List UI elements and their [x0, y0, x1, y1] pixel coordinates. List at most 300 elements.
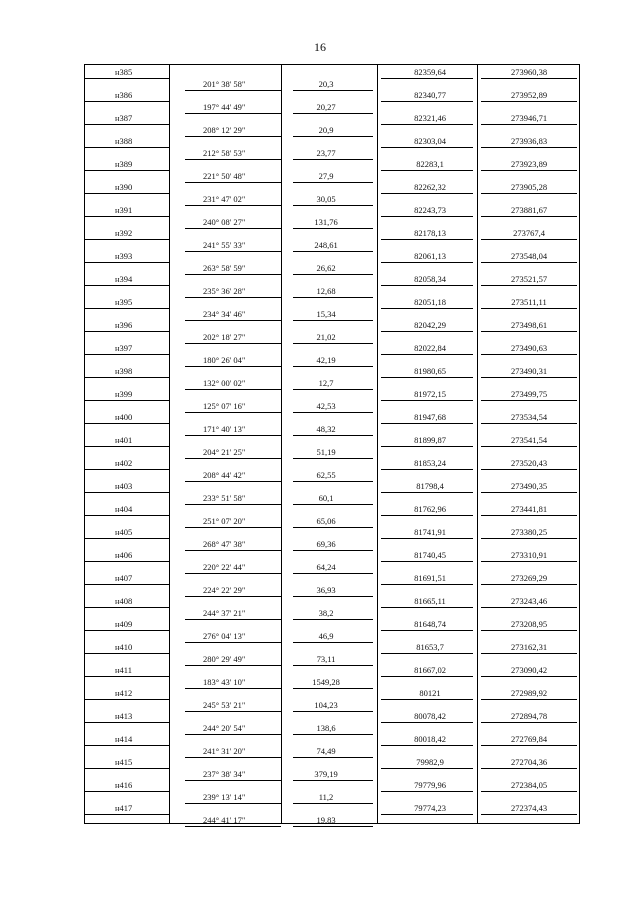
coordinate-x: 81740,45	[414, 550, 446, 560]
row-divider	[185, 803, 281, 804]
direction-angle: 183° 43' 10"	[203, 676, 246, 687]
row-divider	[293, 228, 373, 229]
coordinate-y: 272989,92	[510, 688, 548, 698]
direction-angle: 231° 47' 02"	[203, 193, 246, 204]
row-divider	[185, 642, 281, 643]
row-divider	[185, 228, 281, 229]
row-divider	[185, 504, 281, 505]
row-divider	[185, 527, 281, 528]
row-divider	[185, 366, 281, 367]
row-divider	[85, 768, 169, 769]
point-id: н410	[115, 642, 133, 652]
row-divider	[185, 343, 281, 344]
coordinate-y: 273380,25	[510, 527, 548, 537]
row-divider	[481, 768, 577, 769]
segment-length: 11,2	[318, 791, 334, 802]
row-divider	[381, 101, 473, 102]
row-divider	[85, 653, 169, 654]
row-divider	[293, 619, 373, 620]
coordinate-x: 81972,15	[414, 389, 446, 399]
row-divider	[85, 78, 169, 79]
coordinate-y: 273946,71	[510, 113, 548, 123]
row-divider	[85, 492, 169, 493]
direction-angle: 241° 55' 33"	[203, 239, 246, 250]
row-divider	[481, 262, 577, 263]
segment-length: 60,1	[318, 492, 334, 503]
point-id: н394	[115, 274, 133, 284]
row-divider	[481, 308, 577, 309]
row-divider	[381, 354, 473, 355]
row-divider	[85, 170, 169, 171]
row-divider	[185, 90, 281, 91]
coordinate-y: 272769,84	[510, 734, 548, 744]
direction-angle: 220° 22' 44"	[203, 561, 246, 572]
point-id: н417	[115, 803, 133, 813]
row-divider	[381, 561, 473, 562]
segment-length: 20,27	[316, 101, 336, 112]
segment-length: 104,23	[314, 699, 338, 710]
segment-length: 20,9	[318, 124, 334, 135]
coordinate-x: 81691,51	[414, 573, 446, 583]
coordinate-x: 81741,91	[414, 527, 446, 537]
row-divider	[85, 239, 169, 240]
row-divider	[481, 331, 577, 332]
point-id: н388	[115, 136, 133, 146]
column-divider	[169, 65, 170, 823]
coordinate-x: 82340,77	[414, 90, 446, 100]
coordinate-y: 273269,29	[510, 573, 548, 583]
coordinate-y: 273881,67	[510, 205, 548, 215]
row-divider	[381, 400, 473, 401]
point-id: н398	[115, 366, 133, 376]
coordinate-y: 273490,31	[510, 366, 548, 376]
direction-angle: 280° 29' 49"	[203, 653, 246, 664]
row-divider	[293, 826, 373, 827]
coordinate-y: 273310,91	[510, 550, 548, 560]
row-divider	[85, 285, 169, 286]
row-divider	[185, 159, 281, 160]
row-divider	[481, 745, 577, 746]
row-divider	[85, 561, 169, 562]
direction-angle: 237° 38' 34"	[203, 768, 246, 779]
coordinate-x: 81899,87	[414, 435, 446, 445]
row-divider	[293, 412, 373, 413]
row-divider	[381, 285, 473, 286]
row-divider	[293, 343, 373, 344]
segment-length: 46,9	[318, 630, 334, 641]
coordinate-y: 273960,38	[510, 67, 548, 77]
segment-length: 30,05	[316, 193, 336, 204]
row-divider	[481, 515, 577, 516]
point-id: н399	[115, 389, 133, 399]
direction-angle: 224° 22' 29"	[203, 584, 246, 595]
coordinate-y: 273905,28	[510, 182, 548, 192]
row-divider	[381, 239, 473, 240]
row-divider	[185, 688, 281, 689]
point-id: н391	[115, 205, 133, 215]
segment-length: 48,32	[316, 423, 336, 434]
coordinate-y: 273208,95	[510, 619, 548, 629]
row-divider	[381, 377, 473, 378]
row-divider	[381, 262, 473, 263]
segment-length: 42,53	[316, 400, 336, 411]
row-divider	[293, 665, 373, 666]
segment-length: 69,36	[316, 538, 336, 549]
row-divider	[185, 780, 281, 781]
row-divider	[185, 412, 281, 413]
coordinate-x: 82051,18	[414, 297, 446, 307]
row-divider	[85, 193, 169, 194]
row-divider	[185, 826, 281, 827]
segment-length: 12,7	[318, 377, 334, 388]
point-id: н407	[115, 573, 133, 583]
row-divider	[381, 722, 473, 723]
segment-length: 42,19	[316, 354, 336, 365]
point-id: н393	[115, 251, 133, 261]
segment-length: 65,06	[316, 515, 336, 526]
row-divider	[85, 515, 169, 516]
direction-angle: 208° 44' 42"	[203, 469, 246, 480]
row-divider	[381, 630, 473, 631]
direction-angle: 241° 31' 20"	[203, 745, 246, 756]
row-divider	[381, 331, 473, 332]
coordinate-y: 273534,54	[510, 412, 548, 422]
row-divider	[481, 285, 577, 286]
coordinate-y: 272374,43	[510, 803, 548, 813]
row-divider	[481, 423, 577, 424]
coordinate-x: 82042,29	[414, 320, 446, 330]
point-id: н408	[115, 596, 133, 606]
coordinate-x: 82283,1	[416, 159, 444, 169]
coordinate-y: 272384,05	[510, 780, 548, 790]
coordinate-y: 273441,81	[510, 504, 548, 514]
coordinate-x: 81653,7	[416, 642, 444, 652]
direction-angle: 197° 44' 49"	[203, 101, 246, 112]
row-divider	[481, 653, 577, 654]
row-divider	[293, 803, 373, 804]
coordinate-x: 79774,23	[414, 803, 446, 813]
direction-angle: 171° 40' 13"	[203, 423, 246, 434]
column-divider	[477, 65, 478, 823]
coordinate-y: 273090,42	[510, 665, 548, 675]
row-divider	[293, 274, 373, 275]
row-divider	[185, 320, 281, 321]
segment-length: 20,3	[318, 78, 334, 89]
coordinate-y: 273952,89	[510, 90, 548, 100]
coordinate-y: 272894,78	[510, 711, 548, 721]
row-divider	[293, 688, 373, 689]
row-divider	[481, 124, 577, 125]
row-divider	[481, 147, 577, 148]
row-divider	[481, 584, 577, 585]
direction-angle: 240° 08' 27"	[203, 216, 246, 227]
row-divider	[85, 262, 169, 263]
segment-length: 379,19	[314, 768, 338, 779]
coordinate-x: 82243,73	[414, 205, 446, 215]
row-divider	[293, 320, 373, 321]
direction-angle: 244° 20' 54"	[203, 722, 246, 733]
row-divider	[481, 170, 577, 171]
row-divider	[85, 814, 169, 815]
row-divider	[185, 389, 281, 390]
column-divider	[377, 65, 378, 823]
row-divider	[381, 216, 473, 217]
row-divider	[185, 251, 281, 252]
row-divider	[293, 550, 373, 551]
segment-length: 12,68	[316, 285, 336, 296]
row-divider	[381, 538, 473, 539]
row-divider	[381, 147, 473, 148]
row-divider	[381, 308, 473, 309]
row-divider	[293, 389, 373, 390]
row-divider	[381, 791, 473, 792]
row-divider	[85, 147, 169, 148]
row-divider	[85, 354, 169, 355]
direction-angle: 221° 50' 48"	[203, 170, 246, 181]
row-divider	[381, 423, 473, 424]
row-divider	[381, 699, 473, 700]
direction-angle: 268° 47' 38"	[203, 538, 246, 549]
row-divider	[381, 653, 473, 654]
point-id: н387	[115, 113, 133, 123]
row-divider	[185, 481, 281, 482]
row-divider	[85, 331, 169, 332]
coordinate-x: 81762,96	[414, 504, 446, 514]
segment-length: 21,02	[316, 331, 336, 342]
row-divider	[185, 550, 281, 551]
page-number: 16	[314, 40, 326, 54]
coordinate-x: 82061,13	[414, 251, 446, 261]
direction-angle: 244° 37' 21"	[203, 607, 246, 618]
coordinate-x: 80018,42	[414, 734, 446, 744]
segment-length: 19,83	[316, 814, 336, 825]
row-divider	[85, 538, 169, 539]
row-divider	[185, 619, 281, 620]
row-divider	[185, 757, 281, 758]
row-divider	[293, 504, 373, 505]
row-divider	[481, 216, 577, 217]
row-divider	[381, 170, 473, 171]
direction-angle: 202° 18' 27"	[203, 331, 246, 342]
segment-length: 1549,28	[312, 676, 340, 687]
coordinate-x: 80121	[419, 688, 441, 698]
point-id: н404	[115, 504, 133, 514]
row-divider	[85, 630, 169, 631]
coordinate-y: 273162,31	[510, 642, 548, 652]
row-divider	[85, 101, 169, 102]
point-id: н401	[115, 435, 133, 445]
direction-angle: 251° 07' 20"	[203, 515, 246, 526]
point-id: н413	[115, 711, 133, 721]
direction-angle: 180° 26' 04"	[203, 354, 246, 365]
point-id: н390	[115, 182, 133, 192]
row-divider	[481, 377, 577, 378]
row-divider	[481, 239, 577, 240]
coordinate-y: 273936,83	[510, 136, 548, 146]
row-divider	[293, 711, 373, 712]
point-id: н392	[115, 228, 133, 238]
row-divider	[85, 607, 169, 608]
row-divider	[85, 676, 169, 677]
direction-angle: 233° 51' 58"	[203, 492, 246, 503]
row-divider	[481, 469, 577, 470]
segment-length: 15,34	[316, 308, 336, 319]
coordinate-x: 81980,65	[414, 366, 446, 376]
coordinate-y: 273490,35	[510, 481, 548, 491]
coordinate-y: 273521,57	[510, 274, 548, 284]
row-divider	[185, 205, 281, 206]
row-divider	[381, 515, 473, 516]
row-divider	[85, 446, 169, 447]
coordinate-y: 273511,11	[511, 297, 547, 307]
row-divider	[481, 607, 577, 608]
row-divider	[481, 492, 577, 493]
row-divider	[481, 791, 577, 792]
row-divider	[185, 274, 281, 275]
direction-angle: 132° 00' 02"	[203, 377, 246, 388]
row-divider	[293, 113, 373, 114]
point-id: н385	[115, 67, 133, 77]
point-id: н414	[115, 734, 133, 744]
coordinates-table	[84, 64, 580, 824]
row-divider	[293, 481, 373, 482]
direction-angle: 263° 58' 59"	[203, 262, 246, 273]
point-id: н406	[115, 550, 133, 560]
coordinate-y: 273499,75	[510, 389, 548, 399]
direction-angle: 239° 13' 14"	[203, 791, 246, 802]
row-divider	[85, 377, 169, 378]
coordinate-x: 81665,11	[414, 596, 446, 606]
row-divider	[293, 136, 373, 137]
point-id: н416	[115, 780, 133, 790]
coordinate-x: 82359,64	[414, 67, 446, 77]
row-divider	[185, 297, 281, 298]
segment-length: 51,19	[316, 446, 336, 457]
point-id: н386	[115, 90, 133, 100]
row-divider	[481, 814, 577, 815]
coordinate-y: 273548,04	[510, 251, 548, 261]
row-divider	[85, 584, 169, 585]
direction-angle: 276° 04' 13"	[203, 630, 246, 641]
row-divider	[293, 159, 373, 160]
direction-angle: 245° 53' 21"	[203, 699, 246, 710]
direction-angle: 234° 34' 46"	[203, 308, 246, 319]
row-divider	[381, 124, 473, 125]
coordinate-x: 82058,34	[414, 274, 446, 284]
segment-length: 26,62	[316, 262, 336, 273]
segment-length: 74,49	[316, 745, 336, 756]
segment-length: 131,76	[314, 216, 338, 227]
row-divider	[381, 469, 473, 470]
row-divider	[293, 573, 373, 574]
coordinate-y: 272704,36	[510, 757, 548, 767]
row-divider	[293, 757, 373, 758]
point-id: н396	[115, 320, 133, 330]
coordinate-x: 82178,13	[414, 228, 446, 238]
row-divider	[185, 711, 281, 712]
row-divider	[293, 527, 373, 528]
point-id: н415	[115, 757, 133, 767]
point-id: н409	[115, 619, 133, 629]
row-divider	[85, 699, 169, 700]
row-divider	[185, 458, 281, 459]
row-divider	[185, 734, 281, 735]
segment-length: 248,61	[314, 239, 338, 250]
row-divider	[481, 676, 577, 677]
row-divider	[85, 400, 169, 401]
row-divider	[381, 492, 473, 493]
segment-length: 73,11	[316, 653, 336, 664]
row-divider	[381, 607, 473, 608]
row-divider	[381, 768, 473, 769]
segment-length: 38,2	[318, 607, 334, 618]
coordinate-x: 81947,68	[414, 412, 446, 422]
direction-angle: 212° 58' 53"	[203, 147, 246, 158]
row-divider	[185, 182, 281, 183]
segment-length: 64,24	[316, 561, 336, 572]
row-divider	[185, 573, 281, 574]
point-id: н403	[115, 481, 133, 491]
direction-angle: 204° 21' 25"	[203, 446, 246, 457]
point-id: н400	[115, 412, 133, 422]
coordinate-x: 82022,84	[414, 343, 446, 353]
point-id: н389	[115, 159, 133, 169]
row-divider	[293, 596, 373, 597]
direction-angle: 235° 36' 28"	[203, 285, 246, 296]
row-divider	[381, 446, 473, 447]
row-divider	[381, 814, 473, 815]
row-divider	[481, 630, 577, 631]
row-divider	[293, 642, 373, 643]
coordinate-x: 82321,46	[414, 113, 446, 123]
row-divider	[185, 665, 281, 666]
row-divider	[381, 745, 473, 746]
coordinate-y: 273520,43	[510, 458, 548, 468]
point-id: н411	[115, 665, 132, 675]
direction-angle: 125° 07' 16"	[203, 400, 246, 411]
row-divider	[85, 423, 169, 424]
coordinate-x: 79779,96	[414, 780, 446, 790]
segment-length: 23,77	[316, 147, 336, 158]
row-divider	[185, 435, 281, 436]
direction-angle: 244° 41' 17"	[203, 814, 246, 825]
coordinate-x: 81648,74	[414, 619, 446, 629]
row-divider	[293, 435, 373, 436]
row-divider	[293, 780, 373, 781]
point-id: н405	[115, 527, 133, 537]
row-divider	[85, 722, 169, 723]
row-divider	[481, 699, 577, 700]
row-divider	[293, 182, 373, 183]
coordinate-x: 82262,32	[414, 182, 446, 192]
row-divider	[481, 400, 577, 401]
row-divider	[293, 251, 373, 252]
direction-angle: 208° 12' 29"	[203, 124, 246, 135]
row-divider	[381, 193, 473, 194]
row-divider	[481, 193, 577, 194]
row-divider	[481, 561, 577, 562]
row-divider	[481, 78, 577, 79]
point-id: н412	[115, 688, 133, 698]
coordinate-x: 81798,4	[416, 481, 444, 491]
coordinate-x: 81667,02	[414, 665, 446, 675]
segment-length: 138,6	[316, 722, 336, 733]
coordinate-y: 273541,54	[510, 435, 548, 445]
row-divider	[381, 676, 473, 677]
row-divider	[185, 136, 281, 137]
row-divider	[185, 596, 281, 597]
row-divider	[85, 745, 169, 746]
